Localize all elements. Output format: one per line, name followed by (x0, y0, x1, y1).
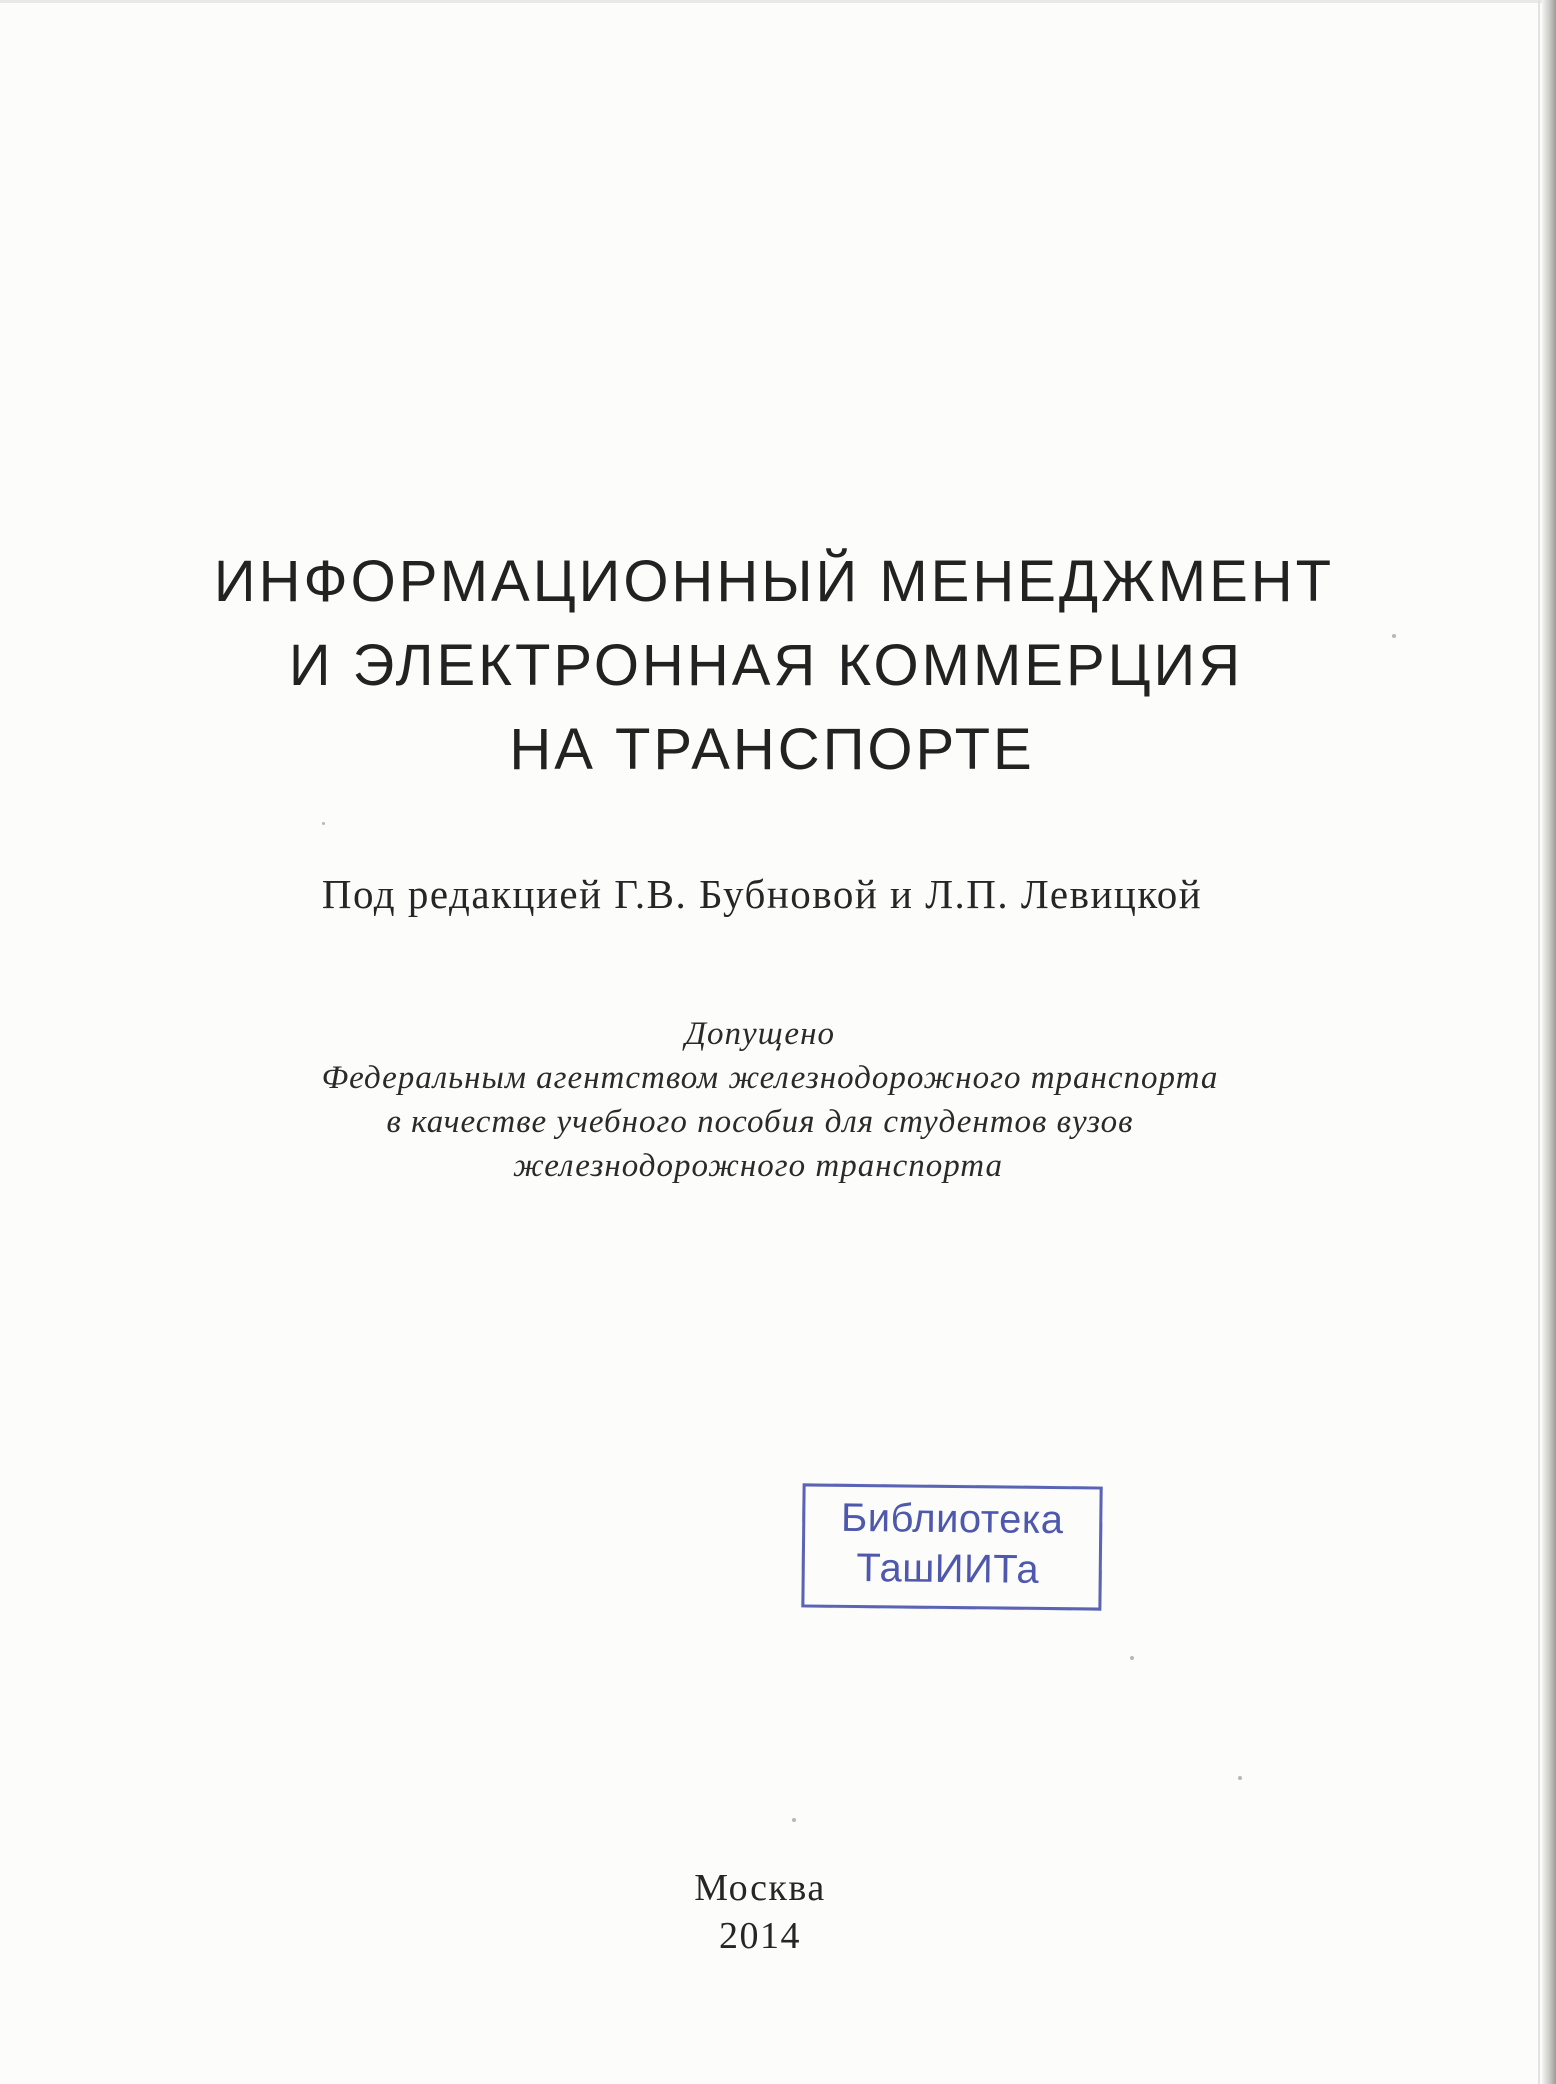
approval-line-2: Федеральным агентством железнодорожного транспорта (321, 1060, 1219, 1096)
approval-line-4: железнодорожного транспорта (512, 1148, 1004, 1184)
scan-speck (792, 1818, 796, 1822)
imprint (0, 1864, 1538, 1960)
book-title-line-3: НА ТРАНСПОРТЕ (509, 717, 1035, 782)
library-stamp-line-1: Библиотека (840, 1495, 1064, 1543)
approval-line-3: в качестве учебного пособия для студентов вузов (386, 1104, 1134, 1140)
library-stamp-line-2: ТашИИТа (856, 1546, 1040, 1592)
approval-notice (0, 1012, 1556, 1188)
approval-line-1: Допущено (685, 1016, 835, 1052)
book-title (0, 540, 1556, 792)
editors-line: Под редакцией Г.В. Бубновой и Л.П. Левицкой (321, 871, 1203, 917)
library-stamp (801, 1483, 1102, 1610)
book-title-line-1: ИНФОРМАЦИОННЫЙ МЕНЕДЖМЕНТ (213, 549, 1335, 614)
imprint-city: Москва (694, 1867, 826, 1909)
scan-top-edge (0, 0, 1556, 3)
scan-speck (322, 822, 325, 825)
book-title-line-2: И ЭЛЕКТРОННАЯ КОММЕРЦИЯ (288, 633, 1244, 698)
scan-speck (1238, 1776, 1242, 1780)
imprint-year: 2014 (719, 1915, 801, 1957)
scan-speck (1130, 1656, 1134, 1660)
